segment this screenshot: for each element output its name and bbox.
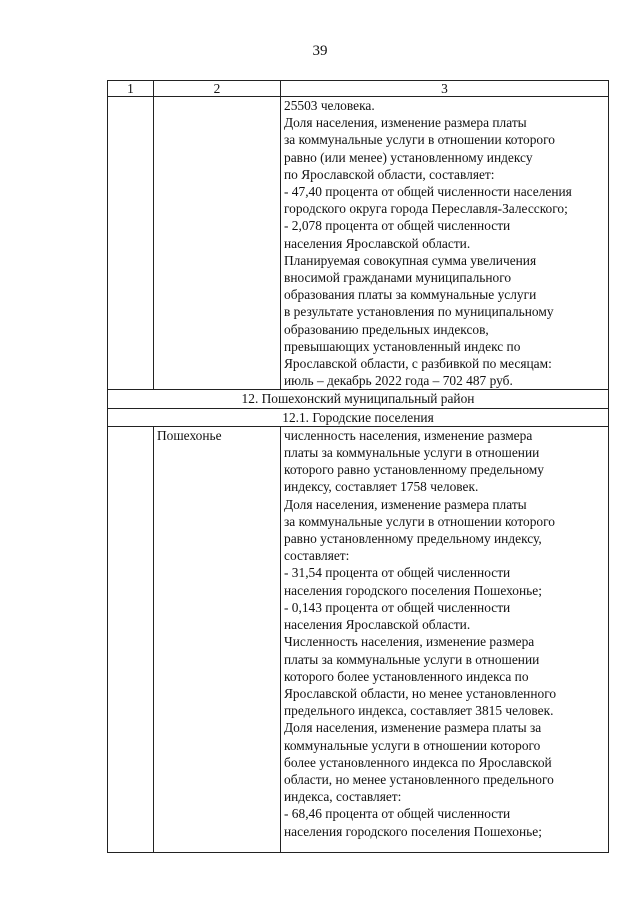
header-col-2: 2 — [154, 81, 281, 97]
paragraph: Доля населения, изменение размера платы за коммунальные услуги в отношении которого равно установленному предельному индексу, составляет: — [284, 496, 555, 564]
table-row-continuation — [108, 97, 609, 390]
table-row-district — [108, 390, 609, 408]
subsection-title: 12.1. Городские поселения — [108, 408, 609, 426]
paragraph: Планируемая совокупная сумма увеличения вносимой гражданами муниципального образования платы за коммунальные услуги в результате установления по муниципальному образованию предельных индексов, превышающих установленный индекс по Ярославской области, с разбивкой по месяцам: июль – декабрь 2022 года – 702 487 руб. — [284, 252, 554, 389]
header-col-1: 1 — [108, 81, 154, 97]
table-header-row — [108, 81, 609, 97]
district-title: 12. Пошехонский муниципальный район — [108, 390, 609, 408]
paragraph: численность населения, изменение размера платы за коммунальные услуги в отношении которого равно установленному предельному индексу, составляет 1758 человек. — [284, 427, 544, 495]
table-row-settlement — [108, 426, 609, 852]
settlement-text-cell — [281, 426, 609, 852]
paragraph: - 0,143 процента от общей численности населения Ярославской области. — [284, 599, 511, 633]
page-number: 39 — [312, 43, 328, 59]
paragraph: Численность населения, изменение размера платы за коммунальные услуги в отношении которого более установленного индекса по Ярославской области, но менее установленного предельного индекса, составляет 3815 человек. — [284, 634, 557, 719]
cell-empty — [108, 426, 154, 852]
paragraph: - 31,54 процента от общей численности населения городского поселения Пошехонье; — [284, 565, 542, 598]
cell-bottom-spacing — [284, 840, 605, 852]
header-col-3: 3 — [281, 81, 609, 97]
paragraph: 25503 человека. — [284, 98, 375, 113]
document-table — [107, 80, 609, 853]
paragraph: Доля населения, изменение размера платы за коммунальные услуги в отношении которого более установленного индекса по Ярославской области, но менее установленного предельного индекса, составляет: — [284, 720, 554, 805]
paragraph: - 47,40 процента от общей численности населения городского округа города Переславля-Залесского; — [284, 184, 572, 217]
paragraph: Доля населения, изменение размера платы за коммунальные услуги в отношении которого равно (или менее) установленному индексу по Ярославской области, составляет: — [284, 115, 555, 182]
cell-empty — [108, 97, 154, 390]
table-row-subsection — [108, 408, 609, 426]
paragraph: - 2,078 процента от общей численности населения Ярославской области. — [284, 218, 511, 251]
continuation-text-cell — [281, 97, 609, 390]
settlement-name: Пошехонье — [154, 426, 281, 852]
cell-empty — [154, 97, 281, 390]
paragraph: - 68,46 процента от общей численности населения городского поселения Пошехонье; — [284, 806, 542, 839]
